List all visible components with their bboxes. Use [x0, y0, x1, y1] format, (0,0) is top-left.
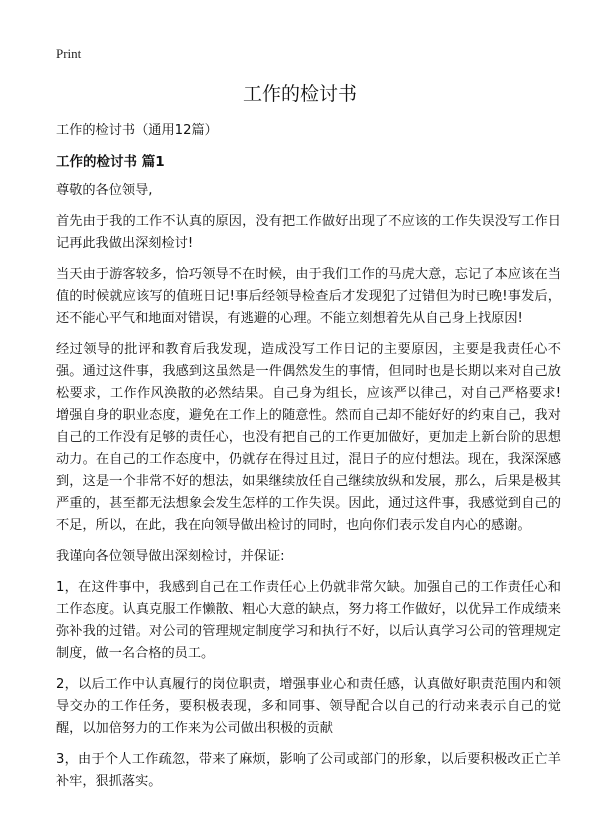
paragraph: 首先由于我的工作不认真的原因，没有把工作做好出现了不应该的工作失误没写工作日记再此我做出深刻检讨!	[56, 214, 561, 251]
greeting-line: 尊敬的各位领导,	[56, 183, 153, 198]
print-link[interactable]: Print	[56, 46, 82, 61]
paragraph: 2，以后工作中认真履行的岗位职责，增强事业心和责任感，认真做好职责范围内和领导交办的工作任务，要积极表现，多和同事、领导配合以自己的行动来表示自己的觉醒，以加倍努力的工作来为公司做出积极的贡献	[56, 677, 561, 736]
paragraph: 3，由于个人工作疏忽，带来了麻烦，影响了公司或部门的形象，以后要积极改正亡羊补牢，狠抓落实。	[56, 752, 561, 789]
document-body	[56, 120, 561, 802]
paragraph: 我谨向各位领导做出深刻检讨，并保证:	[56, 549, 285, 564]
paragraph: 当天由于游客较多，恰巧领导不在时候，由于我们工作的马虎大意，忘记了本应该在当值的时候就应该写的值班日记!事后经领导检查后才发现犯了过错但为时已晚!事发后，还不能心平气和地面对错误，有逃避的心理。不能立刻想着先从自己身上找原因!	[56, 267, 561, 326]
paragraph: 1，在这件事中，我感到自己在工作责任心上仍就非常欠缺。加强自己的工作责任心和工作态度。认真克服工作懒散、粗心大意的缺点，努力将工作做好，以优异工作成绩来弥补我的过错。对公司的管理规定制度学习和执行不好，以后认真学习公司的管理规定制度，做一名合格的员工。	[56, 580, 561, 661]
document-subtitle: 工作的检讨书（通用12篇）	[56, 123, 218, 138]
section-heading: 工作的检讨书 篇1	[56, 154, 165, 170]
page-title: 工作的检讨书	[242, 83, 357, 105]
paragraph: 经过领导的批评和教育后我发现，造成没写工作日记的主要原因，主要是我责任心不强。通过这件事，我感到这虽然是一件偶然发生的事情，但同时也是长期以来对自己放松要求，工作作风涣散的必然结果。自己身为组长，应该严以律己，对自己严格要求!增强自身的职业态度，避免在工作上的随意性。然而自己却不能好好的约束自己，我对自己的工作没有足够的责任心，也没有把自己的工作更加做好，更加走上新台阶的思想动力。在自己的工作态度中，仍就存在得过且过，混日子的应付想法。现在，我深深感到，这是一个非常不好的想法，如果继续放任自己继续放纵和发展，那么，后果是极其严重的，甚至都无法想象会发生怎样的工作失误。因此，通过这件事，我感觉到自己的不足，所以，在此，我在向领导做出检讨的同时，也向你们表示发自内心的感谢。	[56, 342, 561, 533]
